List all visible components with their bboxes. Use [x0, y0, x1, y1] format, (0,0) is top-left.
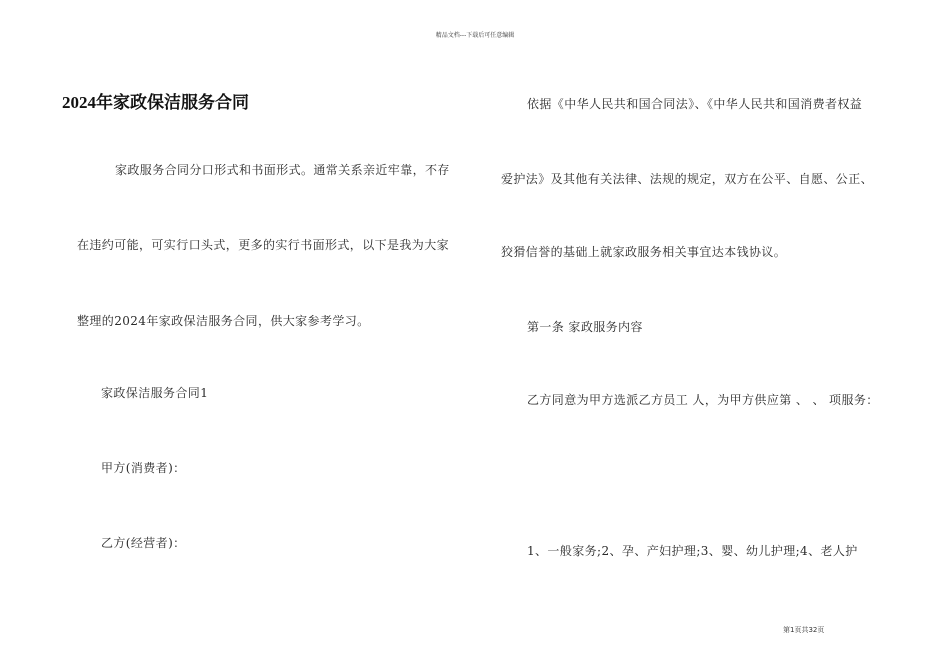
- party-a-label: 甲方(消费者)：: [101, 461, 186, 475]
- header-note: 精品文档---下载后可任意编辑: [435, 32, 515, 39]
- left-paragraph-line-3: 整理的2024年家政保洁服务合同，供大家参考学习。: [77, 314, 370, 328]
- contract-subtitle: 家政保洁服务合同1: [101, 386, 209, 400]
- article-one-heading: 第一条 家政服务内容: [527, 320, 643, 334]
- left-paragraph-line-2: 在违约可能，可实行口头式，更多的实行书面形式，以下是我为大家: [77, 238, 450, 252]
- right-paragraph-line-2: 爱护法》及其他有关法律、法规的规定，双方在公平、自愿、公正、: [501, 172, 874, 186]
- left-paragraph-line-1: 家政服务合同分口形式和书面形式。通常关系亲近牢靠，不存: [115, 163, 450, 177]
- party-b-label: 乙方(经营者)：: [101, 536, 186, 550]
- service-list-line: 1、一般家务;2、孕、产妇护理;3、婴、幼儿护理;4、老人护: [527, 544, 858, 558]
- right-paragraph-line-3: 狡猾信誉的基础上就家政服务相关事宜达本钱协议。: [501, 245, 787, 259]
- document-title: 2024年家政保洁服务合同: [62, 93, 249, 112]
- page-number-footer: 第1页共32页: [783, 626, 825, 634]
- service-clause-line: 乙方同意为甲方选派乙方员工 人，为甲方供应第 、 、 项服务：: [527, 393, 879, 407]
- right-paragraph-line-1: 依据《中华人民共和国合同法》、《中华人民共和国消费者权益: [527, 97, 863, 111]
